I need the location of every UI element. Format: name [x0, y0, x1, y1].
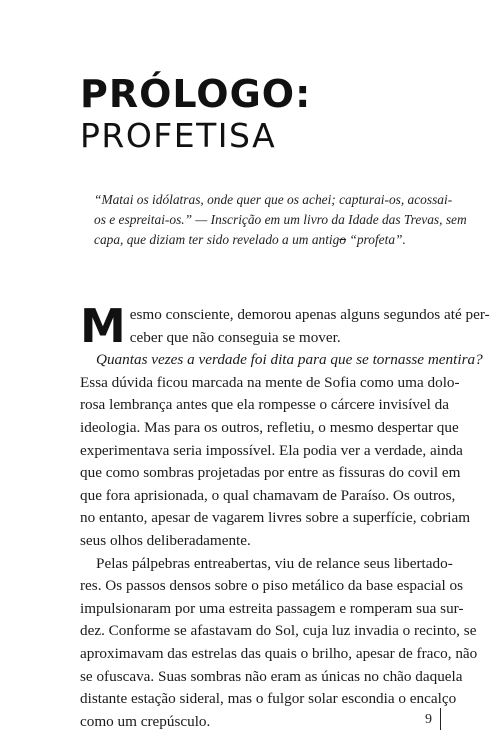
chapter-subtitle: PROFETISA — [80, 116, 277, 155]
text-line: que fora aprisionada, o qual chamavam de Paraíso. Os outros, — [80, 486, 456, 504]
text-line: experimentava seria impossível. Ela podia ver a verdade, ainda — [80, 441, 463, 459]
text-line: Quantas vezes a verdade foi dita para que se tornasse mentira? — [96, 351, 483, 369]
chapter-title: PRÓLOGO: — [80, 72, 312, 116]
page-number: 9 — [425, 712, 432, 727]
chapter-body — [80, 299, 490, 733]
text-line: dez. Conforme se afastavam do Sol, cuja luz invadia o recinto, se — [80, 622, 477, 640]
text-line: seus olhos deliberadamente. — [80, 531, 251, 549]
text-line: ideologia. Mas para os outros, refletiu, o mesmo despertar que — [80, 418, 459, 436]
text-line: no entanto, apesar de vagarem livres sobre a superfície, cobriam — [80, 509, 471, 527]
text-line: como um crepúsculo. — [80, 712, 211, 730]
text-line: aproximavam das estrelas das quais o brilho, apesar de fraco, não — [80, 644, 478, 662]
paragraph — [80, 299, 490, 353]
text-line: ceber que não conseguia se mover. — [129, 328, 341, 346]
text-line: Pelas pálpebras entreabertas, viu de relance seus libertado- — [96, 554, 453, 572]
text-line: se ofuscava. Suas sombras não eram as únicas no chão daquela — [80, 667, 463, 685]
text-line: Essa dúvida ficou marcada na mente de Sofia como uma dolo- — [80, 373, 460, 391]
epigraph-line: “Matai os idólatras, onde quer que os achei; capturai-os, acossai- — [94, 192, 453, 207]
text-line: impulsionaram por uma estreita passagem e romperam sua sur- — [80, 599, 464, 617]
text-line: esmo consciente, demorou apenas alguns segundos até per- — [129, 306, 490, 323]
text-line: rosa lembrança antes que ela rompesse o cárcere invisível da — [80, 396, 449, 414]
epigraph-line: os e espreitai-os.” — Inscrição em um livro da Idade das Trevas, sem — [94, 212, 467, 227]
epigraph-text: “profeta”. — [346, 232, 406, 247]
page-number-divider — [440, 708, 441, 730]
paragraph — [80, 553, 478, 734]
paragraph — [80, 349, 483, 552]
struck-letter: o — [339, 232, 347, 247]
text-line: distante estação sideral, mas o fulgor solar escondia o encalço — [80, 690, 457, 708]
epigraph-text: capa, que diziam ter sido revelado a um antig — [94, 232, 340, 247]
text-line: res. Os passos densos sobre o piso metálico da base espacial os — [80, 577, 463, 595]
text-line: que como sombras projetadas por entre as fissuras do covil em — [80, 464, 461, 482]
epigraph — [94, 190, 467, 250]
drop-cap: M — [80, 299, 126, 353]
epigraph-line — [94, 230, 446, 250]
